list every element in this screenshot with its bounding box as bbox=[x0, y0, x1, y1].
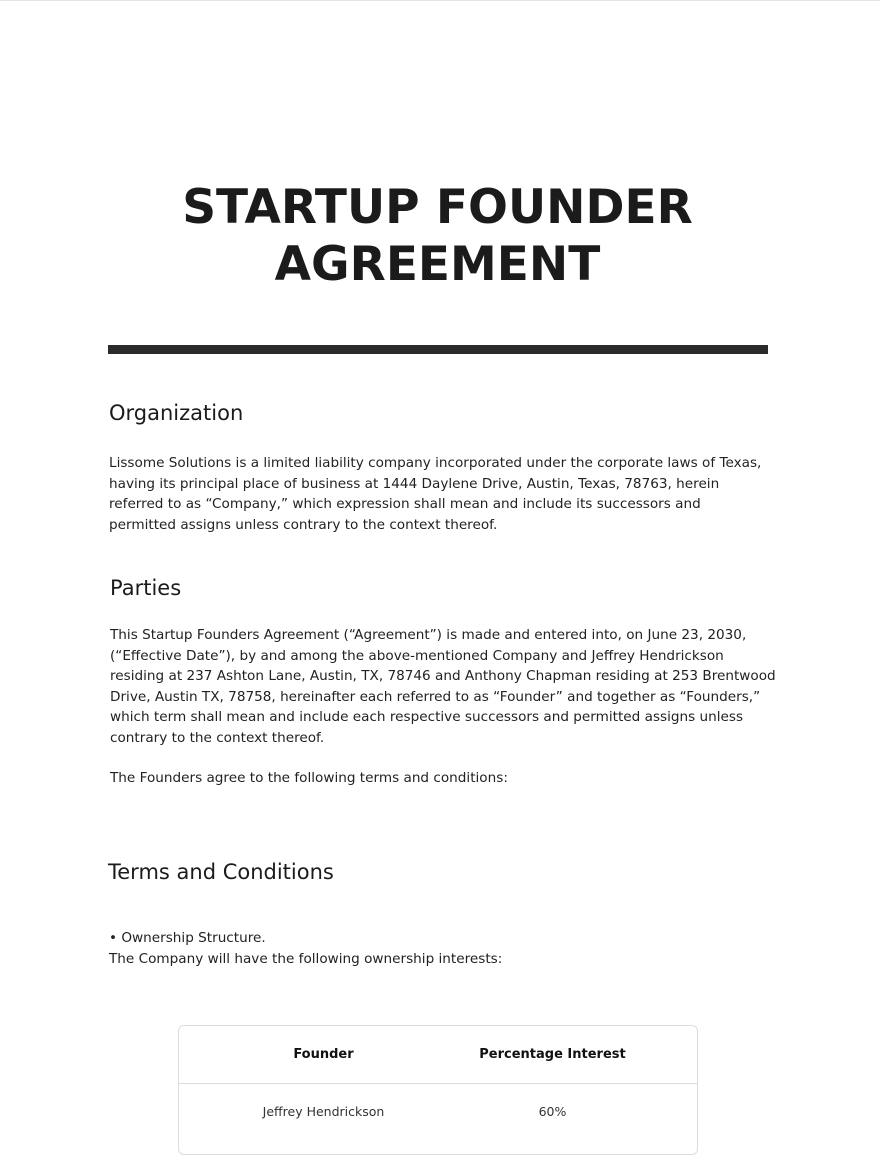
terms-heading: Terms and Conditions bbox=[108, 860, 334, 884]
organization-paragraph: Lissome Solutions is a limited liability company incorporated under the corporate laws of Texas, having its principal place of business at 1444 Daylene Drive, Austin, Texas, 78763, herein referred to as “Company,” which expression shall mean and include its successors and permitted assigns unless contrary to the context thereof. bbox=[109, 455, 762, 533]
organization-heading: Organization bbox=[109, 401, 244, 425]
table-header-row bbox=[179, 1026, 697, 1084]
ownership-intro-text: The Company will have the following ownership interests: bbox=[109, 951, 503, 967]
title-divider bbox=[108, 345, 768, 354]
ownership-table bbox=[178, 1025, 698, 1155]
document-title-line-1: STARTUP FOUNDER bbox=[182, 180, 693, 235]
ownership-structure-bullet: • Ownership Structure. bbox=[109, 930, 266, 946]
table-row bbox=[179, 1084, 697, 1138]
document-title bbox=[0, 179, 875, 293]
table-header-percentage: Percentage Interest bbox=[479, 1047, 626, 1062]
table-cell-founder: Jeffrey Hendrickson bbox=[262, 1103, 385, 1119]
parties-heading: Parties bbox=[110, 576, 182, 600]
agree-terms-text: The Founders agree to the following terms and conditions: bbox=[110, 770, 508, 786]
document-title-line-2: AGREEMENT bbox=[274, 237, 601, 292]
table-cell-percentage: 60% bbox=[538, 1103, 567, 1119]
parties-paragraph: This Startup Founders Agreement (“Agreement”) is made and entered into, on June 23, 2030, (“Effective Date”), by and among the above-mentioned Company and Jeffrey Hendrickson residing at 237 Ashton Lane, Austin, TX, 78746 and Anthony Chapman residing at 253 Brentwood Drive, Austin TX, 78758, hereinafter each referred to as “Founder” and together as “Founders,” which term shall mean and include each respective successors and permitted assigns unless contrary to the context thereof. bbox=[110, 627, 776, 746]
table-header-founder: Founder bbox=[293, 1047, 354, 1062]
